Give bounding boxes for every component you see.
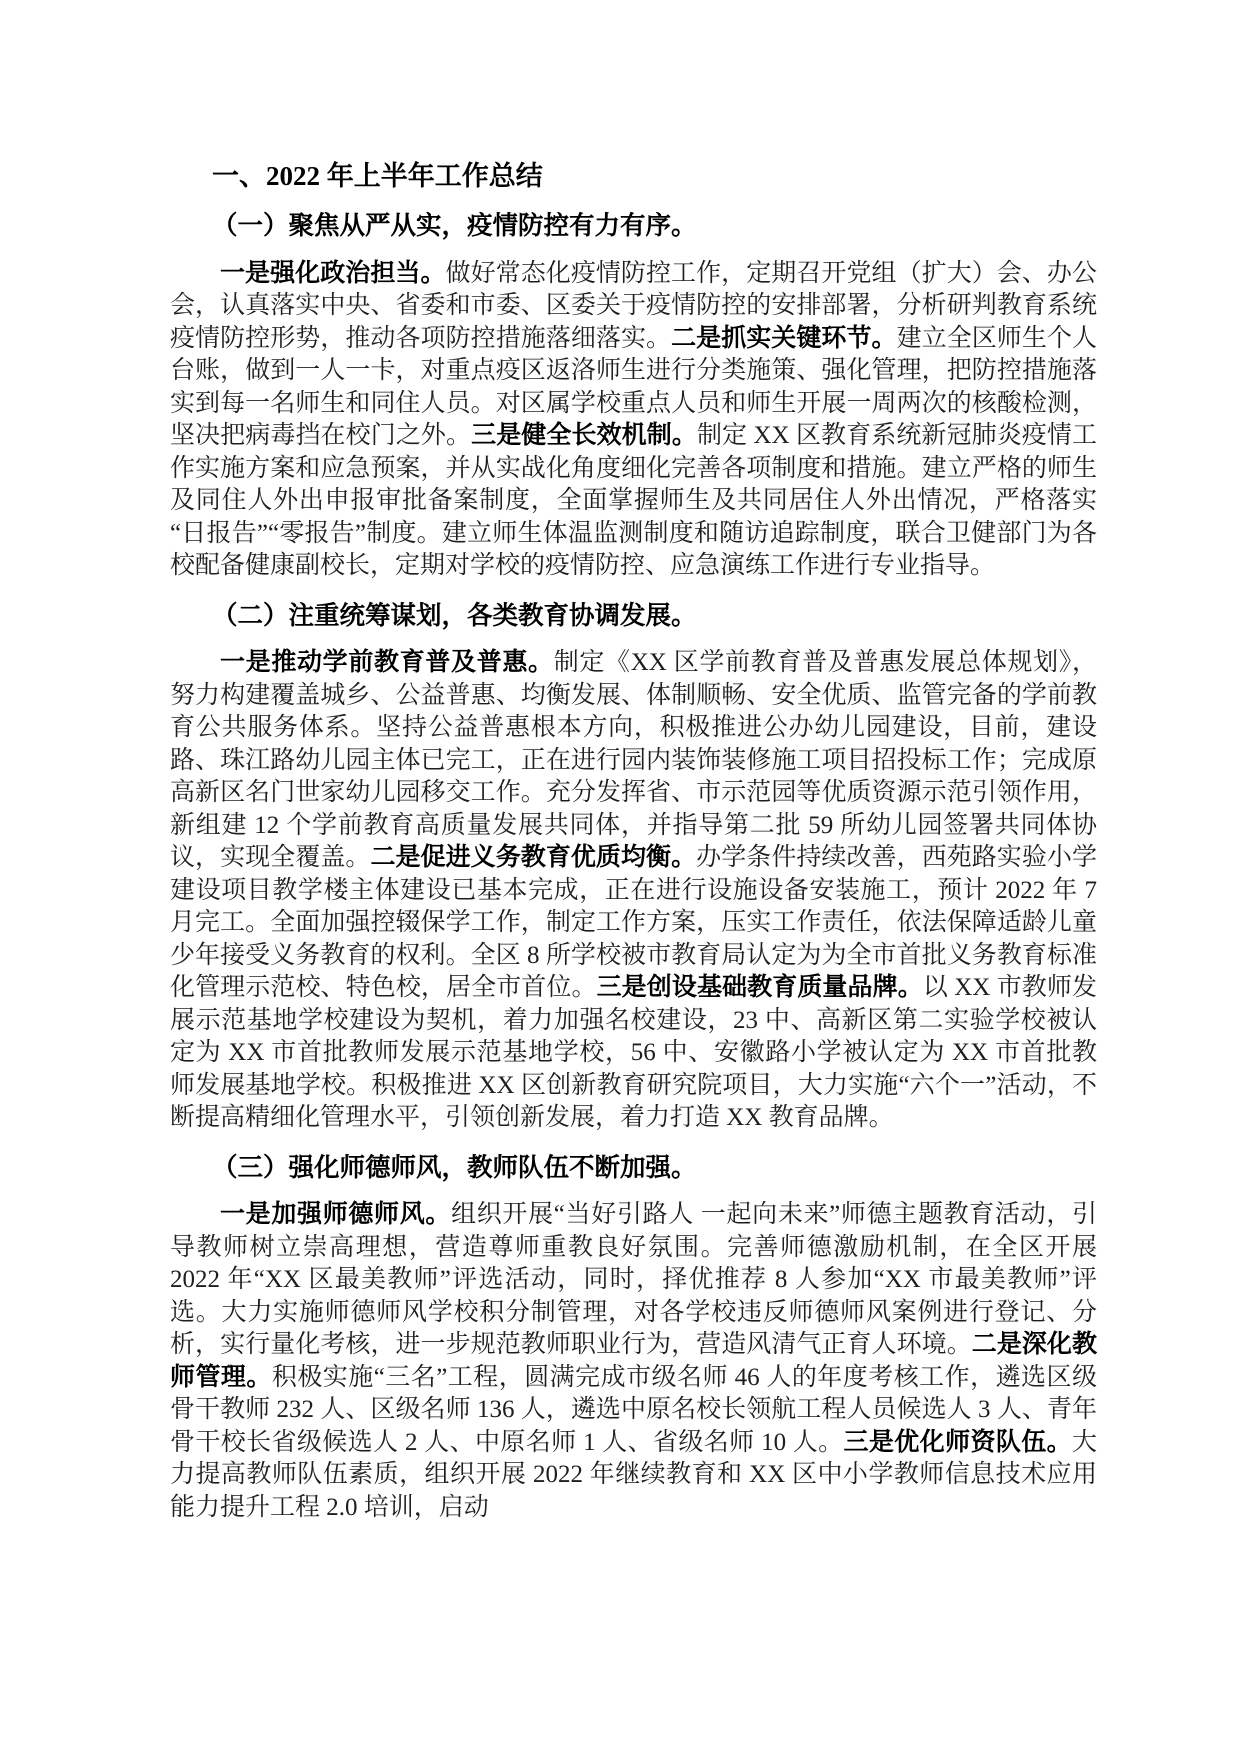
emphasis-run: 三是创设基础教育质量品牌。 [596,974,923,1001]
section-heading: （三）强化师德师风，教师队伍不断加强。 [212,1152,697,1182]
text-run: 制定 XX 区教育系统新冠肺炎疫情工作实施方案和应急预案，并从实战化角度细化完善各项制度和措施。建立严格的师生及同住人外出申报审批备案制度，全面掌握师生及共同居住人外出情况，严格落实“日报告”“零报告”制度。建立师生体温监测制度和随访追踪制度，联合卫健部门为各校配备健康副校长，定期对学校的疫情防控、应急演练工作进行专业指导。 [170,422,1097,579]
section [170,210,1097,583]
emphasis-run: 二是抓实关键环节。 [671,324,897,352]
emphasis-run: 三是健全长效机制。 [471,422,697,449]
section-heading: （一）聚焦从严从实，疫情防控有力有序。 [212,211,697,240]
emphasis-run: 三是优化师资队伍。 [843,1428,1072,1456]
text-run: 办学条件持续改善，西苑路实验小学建设项目教学楼主体建设已基本完成，正在进行设施设备安装施工，预计 2022 年 7 月完工。全面加强控辍保学工作，制定工作方案，压实工作责任，依法保障适龄儿童少年接受义务教育的权利。全区 8 所学校被市教育局认定为为全市首批义务教育标准化管理示范校、特色校，居全市首位。 [170,844,1097,1001]
section-heading: （二）注重统筹谋划，各类教育协调发展。 [212,600,697,630]
document-title: 一、2022 年上半年工作总结 [212,161,543,191]
emphasis-run: 二是深化教师管理。 [170,1331,1097,1391]
emphasis-run: 一是推动学前教育普及普惠。 [220,649,554,676]
emphasis-run: 二是促进义务教育优质均衡。 [370,844,697,871]
paragraph [170,1199,1097,1524]
section [170,1152,1097,1525]
document-sections [170,210,1097,1524]
text-run: 以 XX 市教师发展示范基地学校建设为契机，着力加强名校建设，23 中、高新区第二实验学校被认定为 XX 市首批教师发展示范基地学校，56 中、安徽路小学被认定为 XX 市首批教师发展基地学校。积极推进 XX 区创新教育研究院项目，大力实施“六个一”活动，不断提高精细化管理水平，引领创新发展，着力打造 XX 教育品牌。 [170,974,1097,1131]
text-run: 大力提高教师队伍素质，组织开展 2022 年继续教育和 XX 区中小学教师信息技术应用能力提升工程 2.0 培训，启动 [170,1428,1097,1521]
text-run: 积极实施“三名”工程，圆满完成市级名师 46 人的年度考核工作，遴选区级骨干教师 232 人、区级名师 136 人，遴选中原名校长领航工程人员候选人 3 人、青年骨干校长省级候选人 2 人、中原名师 1 人、省级名师 10 人。 [170,1363,1097,1456]
emphasis-run: 一是加强师德师风。 [220,1201,452,1228]
emphasis-run: 一是强化政治担当。 [220,259,446,287]
paragraph [170,258,1097,583]
paragraph [170,647,1097,1135]
text-run: 组织开展“当好引路人 一起向未来”师德主题教育活动，引导教师树立崇高理想，营造尊师重教良好氛围。完善师德激励机制，在全区开展 2022 年“XX 区最美教师”评选活动，同时，择优推荐 8 人参加“XX 市最美教师”评选。大力实施师德师风学校积分制管理，对各学校违反师德师风案例进行登记、分析，实行量化考核，进一步规范教师职业行为，营造风清气正育人环境。 [170,1201,1097,1358]
section [170,600,1097,1135]
text-run: 做好常态化疫情防控工作，定期召开党组（扩大）会、办公会，认真落实中央、省委和市委、区委关于疫情防控的安排部署，分析研判教育系统疫情防控形势，推动各项防控措施落细落实。 [170,259,1097,352]
text-run: 建立全区师生个人台账，做到一人一卡，对重点疫区返洛师生进行分类施策、强化管理，把防控措施落实到每一名师生和同住人员。对区属学校重点人员和师生开展一周两次的核酸检测，坚决把病毒挡在校门之外。 [170,324,1097,449]
text-run: 制定《XX 区学前教育普及普惠发展总体规划》，努力构建覆盖城乡、公益普惠、均衡发展、体制顺畅、安全优质、监管完备的学前教育公共服务体系。坚持公益普惠根本方向，积极推进公办幼儿园建设，目前，建设路、珠江路幼儿园主体已完工，正在进行园内装饰装修施工项目招投标工作；完成原高新区名门世家幼儿园移交工作。充分发挥省、市示范园等优质资源示范引领作用，新组建 12 个学前教育高质量发展共同体，并指导第二批 59 所幼儿园签署共同体协议，实现全覆盖。 [170,649,1097,871]
